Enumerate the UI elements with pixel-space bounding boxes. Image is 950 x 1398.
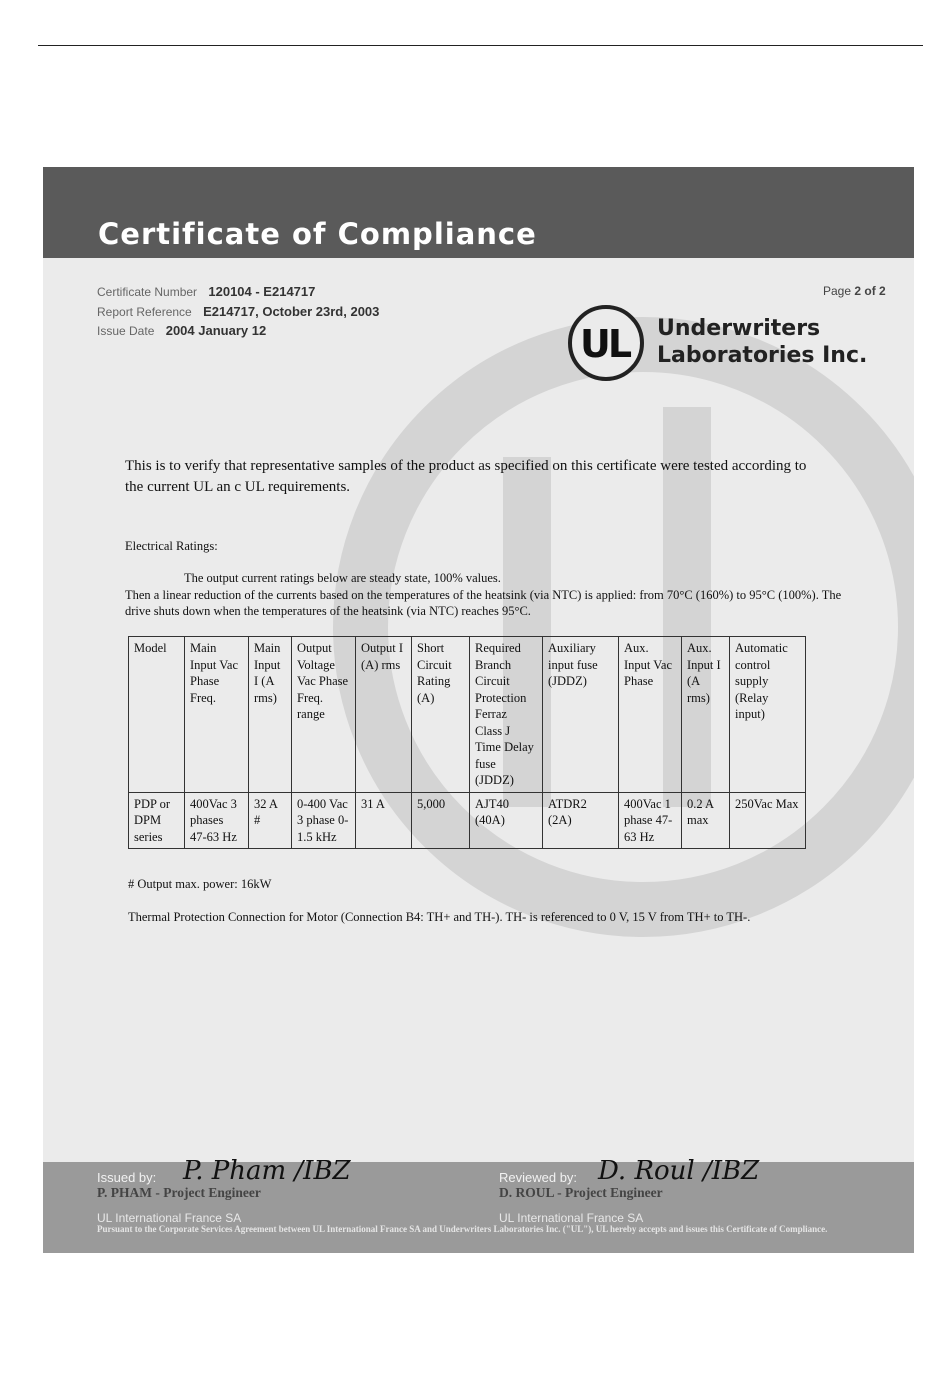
- report-ref-value: E214717, October 23rd, 2003: [203, 304, 380, 319]
- reviewer-organization: UL International France SA: [499, 1211, 644, 1225]
- steady-state-note: The output current ratings below are steady state, 100% values.: [184, 571, 501, 585]
- cert-number-value: 120104 - E214717: [208, 284, 316, 299]
- report-ref-row: [97, 304, 379, 319]
- brand-line1: Underwriters: [657, 316, 821, 341]
- table-header-row: [129, 637, 806, 793]
- reviewer-signature: D. Roul /IBZ: [598, 1156, 760, 1186]
- column-header: Main Input Vac Phase Freq.: [185, 637, 249, 793]
- issue-date-label: Issue Date: [97, 324, 155, 338]
- verification-statement: This is to verify that representative samples of the product as specified on this certificate were tested according to the current UL an c UL requirements.: [125, 458, 807, 495]
- table-cell: AJT40 (40A): [470, 792, 543, 849]
- issue-date-value: 2004 January 12: [165, 323, 267, 338]
- title-banner: [43, 167, 914, 258]
- column-header: Auxiliary input fuse (JDDZ): [543, 637, 619, 793]
- table-cell: ATDR2 (2A): [543, 792, 619, 849]
- output-power-footnote: # Output max. power: 16kW: [128, 877, 272, 891]
- issuer-name: P. PHAM - Project Engineer: [97, 1185, 261, 1200]
- electrical-ratings-heading: Electrical Ratings:: [125, 539, 218, 553]
- table-cell: 0-400 Vac 3 phase 0-1.5 kHz: [292, 792, 356, 849]
- cert-number-row: [97, 284, 315, 299]
- report-ref-label: Report Reference: [97, 305, 192, 319]
- page-prefix: Page: [823, 284, 855, 298]
- issuer-signature: P. Pham /IBZ: [183, 1156, 351, 1186]
- column-header: Short Circuit Rating (A): [412, 637, 470, 793]
- table-cell: 31 A: [356, 792, 412, 849]
- column-header: Aux. Input I (A rms): [682, 637, 730, 793]
- column-header: Automatic control supply (Relay input): [730, 637, 806, 793]
- thermal-protection-note: Thermal Protection Connection for Motor (Connection B4: TH+ and TH-). TH- is referenced to 0 V, 15 V from TH+ to TH-.: [128, 910, 751, 924]
- table-cell: 5,000: [412, 792, 470, 849]
- table-cell: 0.2 A max: [682, 792, 730, 849]
- reviewer-name: D. ROUL - Project Engineer: [499, 1185, 663, 1200]
- page-top-rule: [38, 45, 923, 46]
- column-header: Model: [129, 637, 185, 793]
- column-header: Aux. Input Vac Phase: [619, 637, 682, 793]
- table-cell: 400Vac 1 phase 47-63 Hz: [619, 792, 682, 849]
- reviewed-by-label: Reviewed by:: [499, 1170, 578, 1185]
- ul-brand-name: [657, 315, 867, 369]
- table-row: [129, 792, 806, 849]
- issuer-organization: UL International France SA: [97, 1211, 242, 1225]
- column-header: Output Voltage Vac Phase Freq. range: [292, 637, 356, 793]
- ul-logo-icon: [568, 305, 644, 381]
- table-cell: 400Vac 3 phases 47-63 Hz: [185, 792, 249, 849]
- column-header: Required Branch Circuit Protection Ferraz Class J Time Delay fuse (JDDZ): [470, 637, 543, 793]
- certificate-scan: [43, 167, 914, 1253]
- brand-line2: Laboratories Inc.: [657, 343, 868, 368]
- ul-logo-text: UL: [580, 322, 630, 366]
- table-cell: 32 A #: [249, 792, 292, 849]
- signature-footer: [43, 1156, 914, 1253]
- issued-by-label: Issued by:: [97, 1170, 157, 1185]
- issue-date-row: [97, 323, 266, 338]
- page-indicator: [823, 284, 886, 298]
- column-header: Output I (A) rms: [356, 637, 412, 793]
- page-number: 2 of 2: [854, 284, 886, 298]
- certificate-title: Certificate of Compliance: [98, 217, 537, 251]
- column-header: Main Input I (A rms): [249, 637, 292, 793]
- legal-statement: Pursuant to the Corporate Services Agreement between UL International France SA and Underwriters Laboratories Inc. ("UL"), UL hereby accepts and issues this Certificate of Compliance.: [97, 1224, 828, 1234]
- table-cell: 250Vac Max: [730, 792, 806, 849]
- derating-note: Then a linear reduction of the currents based on the temperatures of the heatsink (via NTC) is applied: from 70°C (160%) to 95°C (100%). The drive shuts down when the temperatures of the heatsink (via NTC) reaches 95°C.: [125, 588, 842, 618]
- cert-number-label: Certificate Number: [97, 285, 198, 299]
- ratings-table: [128, 636, 806, 849]
- table-cell: PDP or DPM series: [129, 792, 185, 849]
